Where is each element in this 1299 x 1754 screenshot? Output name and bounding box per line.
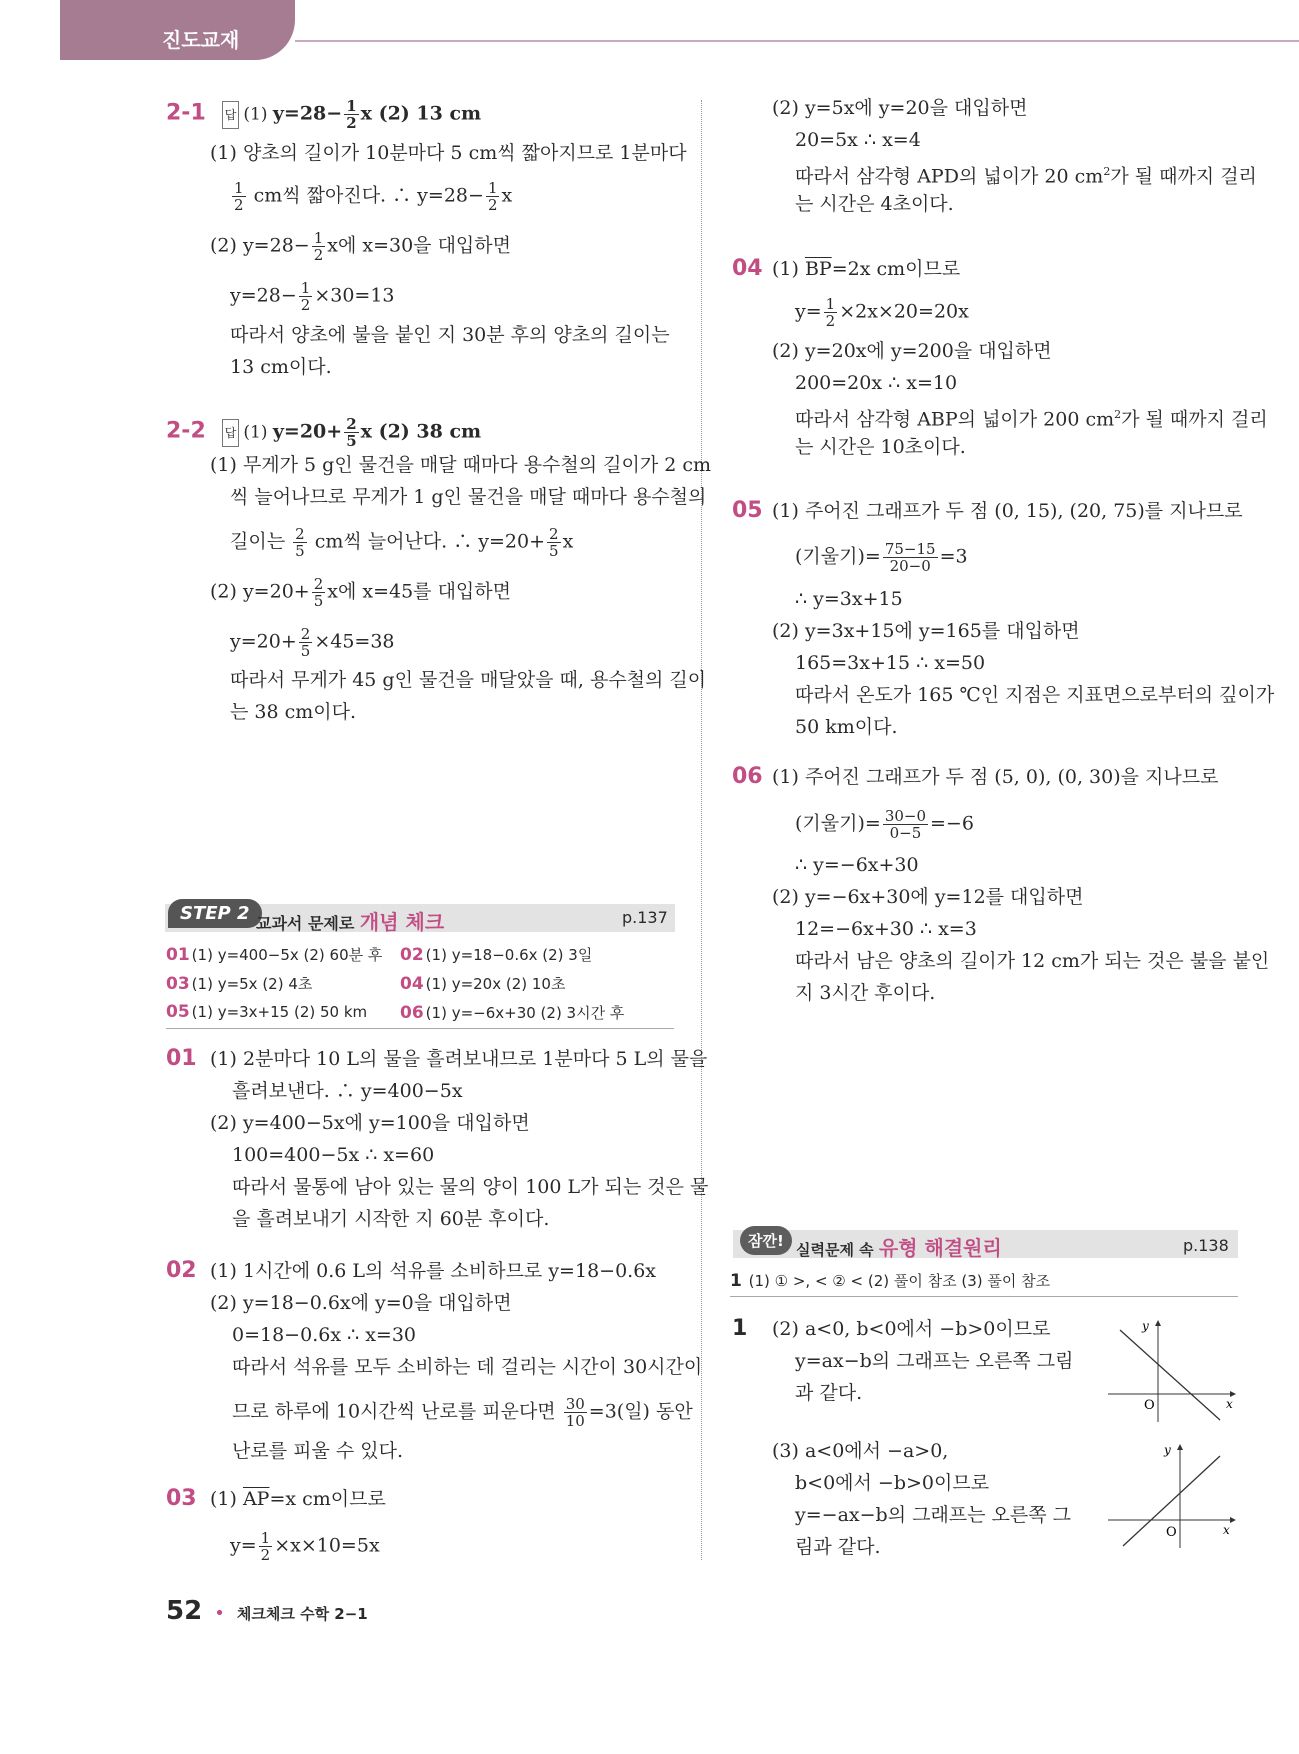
divider [166,1028,674,1029]
text-line: y=−ax−b의 그래프는 오른쪽 그 [795,1504,1072,1526]
answer-item: 01 (1) y=400−5x (2) 60분 후 [166,945,383,965]
text-line: 는 시간은 10초이다. [795,436,966,458]
header-rule [295,40,1299,42]
text-line: (2) y=−6x+30에 y=12를 대입하면 [772,886,1084,908]
text-line: 따라서 남은 양초의 길이가 12 cm가 되는 것은 불을 붙인 [795,950,1270,972]
text-line: 따라서 양초에 불을 붙인 지 30분 후의 양초의 길이는 [230,324,670,346]
text-line: y= $\frac{1}{2}$ ×2x×20=20x [795,295,969,330]
text-line: 따라서 온도가 165 ℃인 지점은 지표면으로부터의 깊이가 [795,684,1275,706]
graph-axis-label: y [1142,1319,1149,1333]
text-line: 0=18−0.6x ∴ x=30 [232,1324,417,1346]
text-line: y=ax−b의 그래프는 오른쪽 그림 [795,1350,1074,1372]
text-line: ∴ y=−6x+30 [795,854,919,876]
text-line: 따라서 물통에 남아 있는 물의 양이 100 L가 되는 것은 물 [232,1176,709,1198]
text-line: 는 시간은 4초이다. [795,193,954,215]
problem-number: 2-2 [166,418,206,444]
text-line: 따라서 무게가 45 g인 물건을 매달았을 때, 용수철의 길이 [230,669,707,691]
page-number: 52 [166,1596,203,1626]
header-label: 진도교재 [162,28,240,52]
problem-number: 04 [732,256,763,281]
text-line: 50 km이다. [795,716,898,738]
book-title: 체크체크 수학 2−1 [236,1605,368,1623]
text-line: (1) 2분마다 10 L의 물을 흘려보내므로 1분마다 5 L의 물을 [210,1048,708,1070]
text-line: (2) a<0, b<0에서 −b>0이므로 [772,1318,1051,1340]
text-line: 따라서 삼각형 APD의 넓이가 20 $cm^2$가 될 때까지 걸리 [795,165,1257,188]
text-line: (1) $\overline{BP}=2x$ cm이므로 [772,258,961,280]
text-line: (1) 양초의 길이가 10분마다 5 cm씩 짧아지므로 1분마다 [210,142,687,164]
step2-page-ref: p.137 [622,908,668,927]
problem-number: 01 [166,1046,197,1071]
text-line: 따라서 삼각형 ABP의 넓이가 200 $cm^2$가 될 때까지 걸리 [795,408,1268,431]
text-line: 지 3시간 후이다. [795,982,936,1004]
footer [166,1596,368,1626]
text-line: (기울기)= $\frac{75-15}{20-0}$ =3 [795,540,968,575]
problem-number: 03 [166,1486,197,1511]
text-line: (2) y=3x+15에 y=165를 대입하면 [772,620,1080,642]
text-line: (기울기)= $\frac{30-0}{0-5}$ =−6 [795,807,974,842]
divider [730,1296,1238,1297]
text-line: 따라서 석유를 모두 소비하는 데 걸리는 시간이 30시간이 [232,1356,703,1378]
answer-item: 05 (1) y=3x+15 (2) 50 km [166,1002,368,1022]
text-line: 을 흘려보내기 시작한 지 60분 후이다. [232,1208,550,1230]
text-line: 길이는 $\frac{2}{5}$ cm씩 늘어난다. ∴ y=20+ $\frac{2}{5}$ x [230,525,574,560]
jamkkan-title: 실력문제 속 유형 해결원리 [796,1236,1002,1260]
problem-number: 02 [166,1258,197,1283]
answer-item: 06 (1) y=−6x+30 (2) 3시간 후 [400,1003,625,1023]
text-line: b<0에서 −b>0이므로 [795,1472,990,1494]
footer-dot: • [214,1603,225,1624]
graph-axis-label: x [1226,1397,1233,1411]
answer-item: 04 (1) y=20x (2) 10초 [400,974,566,994]
answer-item: 1 (1) ① >, < ② < (2) 풀이 참조 (3) 풀이 참조 [730,1271,1051,1291]
problem-number: 06 [732,764,763,789]
text-line: 100=400−5x ∴ x=60 [232,1144,435,1166]
text-line: 과 같다. [795,1382,863,1404]
step2-title: 교과서 문제로 개념 체크 [256,910,445,934]
graph-increasing [1108,1442,1238,1552]
text-line: (1) 1시간에 0.6 L의 석유를 소비하므로 y=18−0.6x [210,1260,657,1282]
text-line: (1) 주어진 그래프가 두 점 (0, 15), (20, 75)를 지나므로 [772,500,1243,522]
problem-number: 1 [732,1316,748,1341]
text-line: (1) 주어진 그래프가 두 점 (5, 0), (0, 30)을 지나므로 [772,766,1219,788]
text-line: (1) 무게가 5 g인 물건을 매달 때마다 용수철의 길이가 2 cm [210,454,712,476]
answer-item: 02 (1) y=18−0.6x (2) 3일 [400,945,593,965]
text-line: 20=5x ∴ x=4 [795,129,921,151]
text-line: y=28− $\frac{1}{2}$ ×30=13 [230,279,395,314]
jamkkan-page-ref: p.138 [1183,1236,1229,1255]
text-line: ∴ y=3x+15 [795,588,903,610]
jamkkan-badge: 잠깐! [740,1226,792,1255]
text-line: (2) y=5x에 y=20을 대입하면 [772,97,1028,119]
text-line: 씩 늘어나므로 무게가 1 g인 물건을 매달 때마다 용수철의 [230,486,707,508]
answer-tag: 답 [222,419,240,447]
text-line: 흘려보낸다. ∴ y=400−5x [232,1080,463,1102]
step2-badge: STEP 2 [168,899,262,928]
text-line: y= $\frac{1}{2}$ ×x×10=5x [230,1529,380,1564]
graph-decreasing [1108,1318,1238,1424]
graph-origin-label: O [1166,1525,1177,1540]
graph-axis-label: x [1223,1523,1230,1537]
graph-axis-label: y [1164,1443,1171,1457]
text-line: (2) y=20x에 y=200을 대입하면 [772,340,1052,362]
answer-item: 03 (1) y=5x (2) 4초 [166,974,313,994]
graph-origin-label: O [1144,1398,1155,1413]
text-line: 200=20x ∴ x=10 [795,372,958,394]
column-divider [701,100,702,1560]
text-line: (1) $\overline{AP}=x$ cm이므로 [210,1488,386,1510]
fraction: $\frac{2}{5}$ [346,415,357,450]
text-line: (2) y=20+ $\frac{2}{5}$ x에 x=45를 대입하면 [210,575,511,610]
answer-tag: 답 [222,101,240,129]
fraction: $\frac{1}{2}$ [346,97,357,132]
text-line: 난로를 피울 수 있다. [232,1440,403,1462]
text-line: 므로 하루에 10시간씩 난로를 피운다면 $\frac{30}{10}$ =3(일) 동안 [232,1395,693,1430]
text-line: 12=−6x+30 ∴ x=3 [795,918,977,940]
problem-number: 05 [732,498,763,523]
text-line: (2) y=18−0.6x에 y=0을 대입하면 [210,1292,512,1314]
text-line: (3) a<0에서 −a>0, [772,1440,949,1462]
problem-number: 2-1 [166,100,206,126]
text-line: (2) y=400−5x에 y=100을 대입하면 [210,1112,530,1134]
text-line: y=20+ $\frac{2}{5}$ ×45=38 [230,625,395,660]
text-line: 림과 같다. [795,1536,881,1558]
text-line: 13 cm이다. [230,356,332,378]
text-line: 165=3x+15 ∴ x=50 [795,652,986,674]
text-line: $\frac{1}{2}$ cm씩 짧아진다. ∴ y=28− $\frac{1}{2}$ x [234,179,513,214]
text-line: 는 38 cm이다. [230,701,357,723]
text-line: (2) y=28− $\frac{1}{2}$ x에 x=30을 대입하면 [210,229,511,264]
